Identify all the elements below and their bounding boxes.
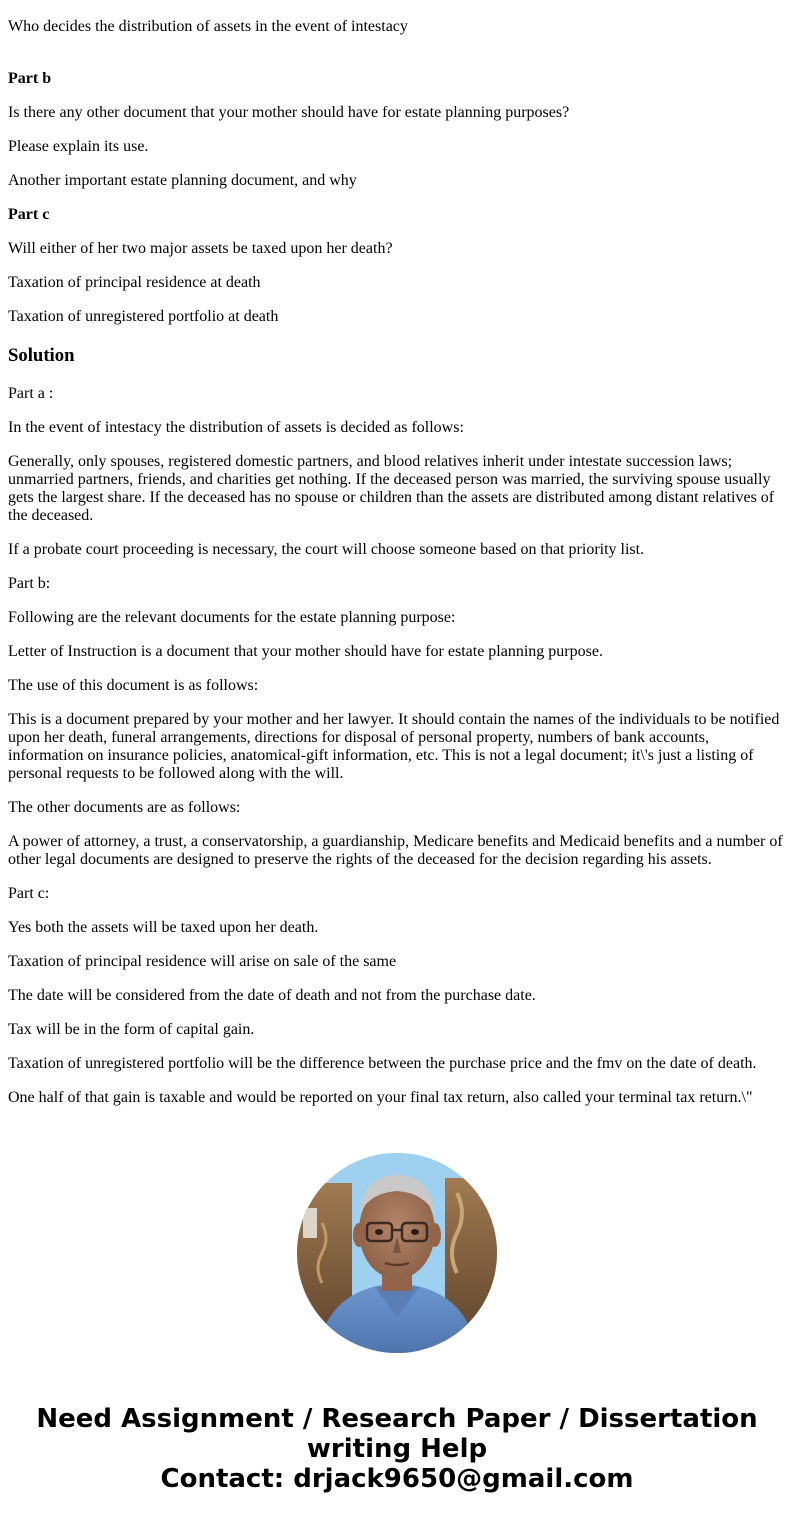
solution-paragraph: Taxation of unregistered portfolio will be the difference between the purchase price and the fmv on the date of death. (8, 1055, 757, 1072)
author-photo (297, 1153, 497, 1353)
solution-paragraph: The use of this document is as follows: (8, 677, 259, 694)
solution-paragraph: The date will be considered from the date of death and not from the purchase date. (8, 987, 536, 1004)
part-c-title: Part c (8, 206, 50, 223)
promo-line-2: writing Help (306, 1434, 488, 1464)
solution-paragraph: This is a document prepared by your mother and her lawyer. It should contain the names of the individuals to be notified upon her death, funeral arrangements, directions for disposal of personal property, numbers of bank accounts, information on insurance policies, anatomical-gift information, etc. This is not a legal document; it\'s just a listing of personal requests to be followed along with the will. (8, 711, 780, 782)
solution-paragraph: If a probate court proceeding is necessary, the court will choose someone based on that priority list. (8, 541, 645, 558)
solution-heading: Solution (8, 345, 75, 366)
part-c-question-1: Will either of her two major assets be taxed upon her death? (8, 240, 393, 257)
part-c-question-2: Taxation of principal residence at death (8, 274, 261, 291)
solution-paragraph: In the event of intestacy the distribution of assets is decided as follows: (8, 419, 464, 436)
author-photo-illustration (297, 1153, 497, 1353)
part-c-question-3: Taxation of unregistered portfolio at death (8, 308, 279, 325)
solution-paragraph: The other documents are as follows: (8, 799, 241, 816)
part-b-question-1: Is there any other document that your mother should have for estate planning purposes? (8, 104, 570, 121)
solution-paragraph: Generally, only spouses, registered domestic partners, and blood relatives inherit under intestate succession laws; unmarried partners, friends, and charities get nothing. If the deceased person was married, the surviving spouse usually gets the largest share. If the deceased has no spouse or children than the assets are distributed among distant relatives of the deceased. (8, 453, 775, 524)
part-b-question-2: Please explain its use. (8, 138, 149, 155)
solution-paragraph: Taxation of principal residence will arise on sale of the same (8, 953, 397, 970)
solution-paragraph: Letter of Instruction is a document that your mother should have for estate planning purpose. (8, 643, 603, 660)
solution-paragraph: One half of that gain is taxable and would be reported on your final tax return, also called your terminal tax return.\" (8, 1089, 753, 1106)
part-b-title: Part b (8, 70, 52, 87)
solution-paragraph: Following are the relevant documents for the estate planning purpose: (8, 609, 456, 626)
solution-paragraph: A power of attorney, a trust, a conservatorship, a guardianship, Medicare benefits and Medicaid benefits and a number of other legal documents are designed to preserve the rights of the deceased for the decision regarding his assets. (8, 833, 783, 868)
solution-paragraph: Part c: (8, 885, 50, 902)
promo-line-1: Need Assignment / Research Paper / Dissertation (36, 1404, 758, 1434)
part-b-question-3: Another important estate planning document, and why (8, 172, 357, 189)
solution-paragraph: Part a : (8, 385, 54, 402)
question-intro: Who decides the distribution of assets in the event of intestacy (8, 18, 408, 35)
solution-paragraph: Yes both the assets will be taxed upon her death. (8, 919, 319, 936)
solution-paragraph: Tax will be in the form of capital gain. (8, 1021, 255, 1038)
solution-paragraph: Part b: (8, 575, 51, 592)
promo-contact-line: Contact: drjack9650@gmail.com (160, 1464, 634, 1494)
